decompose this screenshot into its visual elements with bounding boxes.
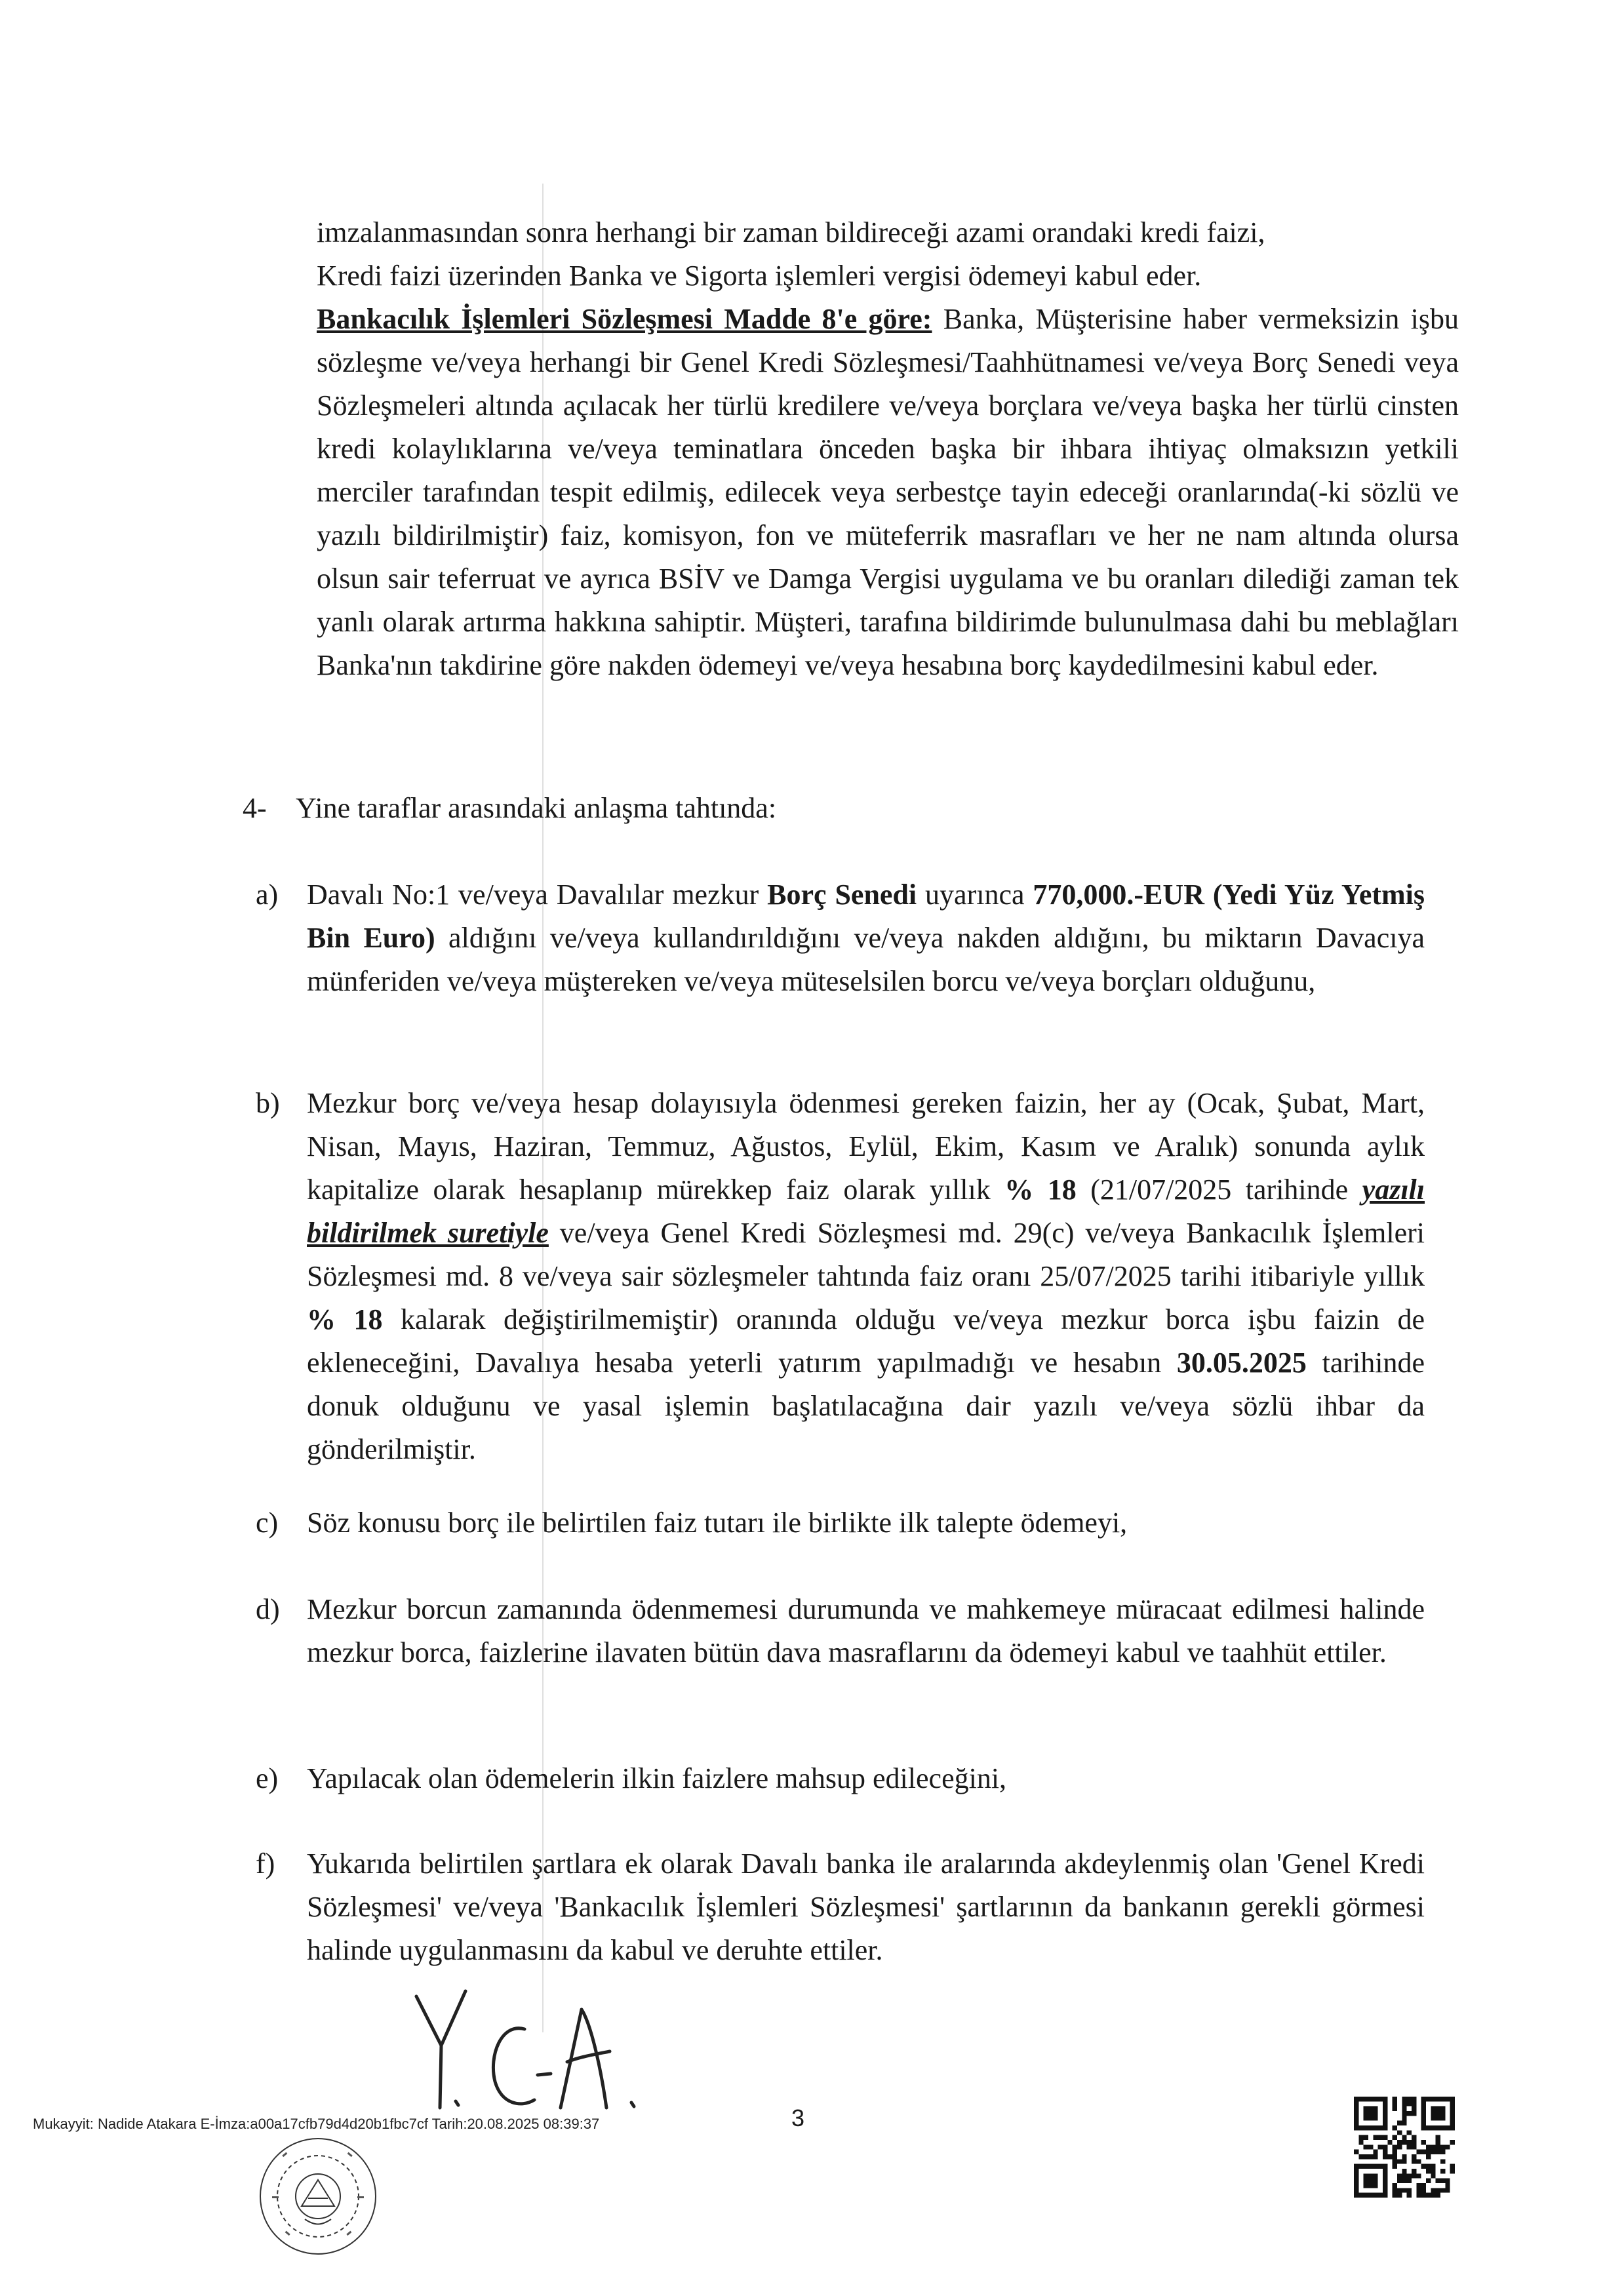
item-b-part-3: ve/veya Genel Kredi Sözleşmesi md. 29(c) ve/veya Bankacılık İşlemleri Sözleşmesi md. 8 ve/veya sair sözleşmeler tahtında faiz oranı 25/07/2025 tarihi itibariyle yıllık: [307, 1217, 1425, 1292]
item-d-label: d): [256, 1593, 280, 1625]
signature-initials-icon: [410, 1983, 646, 2127]
notary-esign-stamp: Mukayyit: Nadide Atakara E-İmza:a00a17cfb79d4d20b1fbc7cf Tarih:20.08.2025 08:39:37: [33, 2116, 600, 2132]
item-b-part-2: (21/07/2025 tarihinde: [1076, 1174, 1362, 1206]
item-b-part-4: kalarak değiştirilmemiştir) oranında olduğu ve/veya mezkur borca işbu faizin de ekleneceğini, Davalıya hesaba yeterli yatırım yapılmadığı ve hesabın: [307, 1303, 1425, 1379]
item-b-written-notice: yazılı bildirilmek suretiyle: [307, 1174, 1425, 1249]
item-b-text: [307, 1082, 1425, 1471]
item-a-part-3: aldığını ve/veya kullandırıldığını ve/veya nakden aldığını, bu miktarın Davacıya münferiden ve/veya müştereken ve/veya müteselsilen borcu ve/veya borçları olduğunu,: [307, 922, 1425, 997]
item-b-part-1: Mezkur borç ve/veya hesap dolayısıyla ödenmesi gereken faizin, her ay (Ocak, Şubat, Mart, Nisan, Mayıs, Haziran, Temmuz, Ağustos, Eylül, Ekim, Kasım ve Aralık) sonunda aylık kapitalize olarak hesaplanıp mürekkep faiz olarak yıllık: [307, 1087, 1425, 1206]
item-e-label: e): [256, 1762, 279, 1794]
article-8-body: Banka, Müşterisine haber vermeksizin işbu sözleşme ve/veya herhangi bir Genel Kredi Sözleşmesi/Taahhütnamesi ve/veya Borç Senedi veya Sözleşmeleri altında açılacak her türlü kredilere ve/veya borçlara ve/veya başka her türlü cinsten kredi kolaylıklarına ve/veya teminatlara önceden başka bir ihbara ihtiyaç olmaksızın yetkili merciler tarafından tespit edilmiş, edilecek veya serbestçe tayin edeceği oranlarında(-ki sözlü ve yazılı bildirilmiştir) faiz, komisyon, fon ve müteferrik masrafları ve her ne nam altında olursa olsun sair teferruat ve ayrıca BSİV ve Damga Vergisi uygulama ve bu oranları dilediği zaman tek yanlı olarak artırma hakkına sahiptir. Müşteri, tarafına bildirimde bulunulmasa dahi bu meblağları Banka'nın takdirine göre nakden ödemeyi ve/veya hesabına borç kaydedilmesini kabul eder.: [317, 303, 1459, 681]
continuation-paragraph: [317, 211, 1459, 298]
item-b-label: b): [256, 1087, 280, 1119]
item-b-rate-2: % 18: [307, 1303, 383, 1335]
section-4-title: Yine taraflar arasındaki anlaşma tahtında:: [296, 792, 777, 824]
section-4-header: [243, 787, 1456, 830]
item-f-label: f): [256, 1847, 275, 1880]
item-d-text: Mezkur borcun zamanında ödenmemesi durumunda ve mahkemeye müracaat edilmesi halinde mezkur borca, faizlerine ilavaten bütün dava masraflarını da ödemeyi kabul ve taahhüt ettiler.: [307, 1593, 1425, 1669]
item-e-text: Yapılacak olan ödemelerin ilkin faizlere mahsup edileceğini,: [307, 1762, 1007, 1794]
item-c-label: c): [256, 1507, 279, 1539]
qr-code-icon: [1354, 2097, 1455, 2198]
item-a-borc-senedi: Borç Senedi: [767, 879, 917, 911]
item-a-text: [307, 873, 1425, 1003]
item-a-part-1: Davalı No:1 ve/veya Davalılar mezkur: [307, 879, 768, 911]
item-a-part-2: uyarınca: [917, 879, 1033, 911]
article-8-heading: Bankacılık İşlemleri Sözleşmesi Madde 8'e göre:: [317, 303, 932, 335]
section-4-number: 4-: [243, 792, 267, 824]
item-b-rate-1: % 18: [1004, 1174, 1077, 1206]
continuation-line-2: Kredi faizi üzerinden Banka ve Sigorta işlemleri vergisi ödemeyi kabul eder.: [317, 260, 1202, 292]
page-number: 3: [791, 2104, 805, 2131]
court-seal-icon: [256, 2134, 380, 2259]
item-b-date: 30.05.2025: [1176, 1347, 1307, 1379]
continuation-line-1: imzalanmasından sonra herhangi bir zaman bildireceği azami orandaki kredi faizi,: [317, 216, 1265, 248]
item-a-amount: 770,000.-EUR (Yedi Yüz Yetmiş Bin Euro): [307, 879, 1425, 954]
item-c-text: Söz konusu borç ile belirtilen faiz tutarı ile birlikte ilk talepte ödemeyi,: [307, 1507, 1128, 1539]
item-b-part-5: tarihinde donuk olduğunu ve yasal işlemin başlatılacağına dair yazılı ve/veya sözlü ihbar da gönderilmiştir.: [307, 1347, 1425, 1465]
item-f-text: Yukarıda belirtilen şartlara ek olarak Davalı banka ile aralarında akdeylenmiş olan 'Genel Kredi Sözleşmesi' ve/veya 'Bankacılık İşlemleri Sözleşmesi' şartlarının da bankanın gerekli görmesi halinde uygulanmasını da kabul ve deruhte ettiler.: [307, 1847, 1425, 1966]
item-a-label: a): [256, 879, 279, 911]
article-8-paragraph: [317, 298, 1459, 687]
